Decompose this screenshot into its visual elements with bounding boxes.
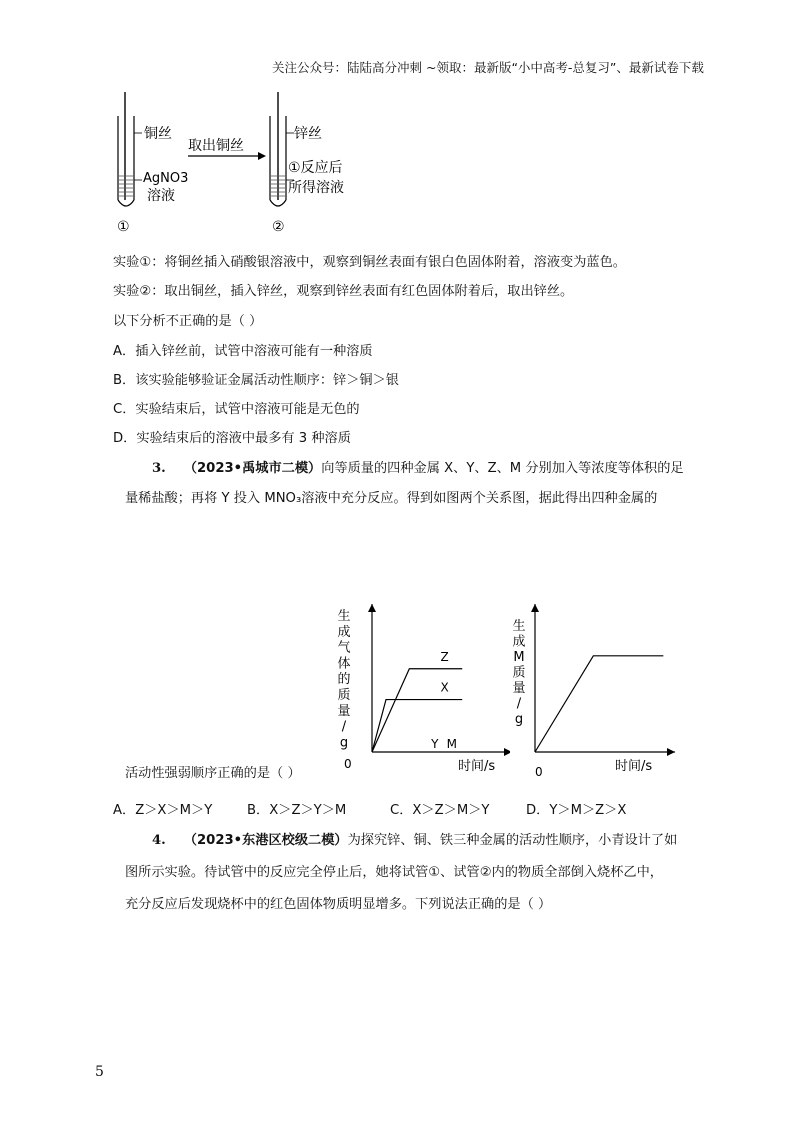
q4-number: 4.	[152, 833, 166, 848]
tube1-label-3: 溶液	[147, 188, 175, 204]
q3-line-2: 量稀盐酸；再将 Y 投入 MNO₃溶液中充分反应。得到如图两个关系图，据此得出四种金属的	[125, 491, 658, 506]
y-axis-label-char: /	[516, 696, 522, 712]
y-axis-label-char: 量	[512, 681, 526, 696]
q3-source: （2023•禹城市二模）	[183, 461, 322, 476]
y-axis-label-char: g	[339, 735, 349, 751]
series-label-y: Y	[431, 737, 439, 751]
series-label-m: M	[446, 737, 458, 751]
series-label-z: Z	[440, 649, 449, 664]
y-axis-label-char: 生	[337, 609, 351, 624]
test-tube-figure	[100, 88, 360, 238]
q2-option-d: D．实验结束后的溶液中最多有 3 种溶质	[113, 431, 351, 446]
y-axis-label-char: 成	[337, 624, 351, 640]
q4-stem-1: 为探究锌、铜、铁三种金属的活动性顺序，小青设计了如	[347, 833, 678, 848]
y-axis-label-char: 体	[337, 656, 351, 672]
page-number: 5	[95, 1064, 104, 1080]
tube2-label-3: 所得溶液	[288, 180, 344, 196]
q2-experiment-1: 实验①：将铜丝插入硝酸银溶液中，观察到铜丝表面有银白色固体附着，溶液变为蓝色。	[113, 255, 626, 270]
m-mass-chart	[505, 600, 685, 780]
tube1-label-1: 铜丝	[144, 126, 172, 142]
q2-option-a: A．插入锌丝前，试管中溶液可能有一种溶质	[113, 344, 373, 359]
tube1-label-2: AgNO3	[143, 171, 189, 186]
x-axis-arrow-icon	[667, 748, 675, 756]
y-axis-label-char: 气	[337, 640, 351, 656]
origin-label: 0	[344, 757, 352, 771]
y-axis-label-char: 的	[337, 672, 351, 688]
test-tube-1	[118, 92, 142, 206]
q2-stem: 以下分析不正确的是（ ）	[113, 314, 263, 329]
tube1-number: ①	[117, 219, 130, 235]
header-banner: 关注公众号：陆陆高分冲刺 ~领取：最新版“小中高考-总复习”、最新试卷下载	[272, 60, 704, 75]
y-axis-arrow-icon	[368, 604, 376, 612]
q2-option-b: B．该实验能够验证金属活动性顺序：锌＞铜＞银	[113, 373, 399, 388]
arrow-label: 取出铜丝	[188, 138, 244, 154]
series-line-m	[535, 656, 663, 752]
y-axis-label-char: 质	[337, 688, 351, 703]
tube2-number: ②	[272, 219, 285, 235]
q4-line-1	[152, 832, 677, 850]
origin-label: 0	[535, 765, 543, 779]
q4-line-2: 图所示实验。待试管中的反应完全停止后，她将试管①、试管②内的物质全部倒入烧杯乙中，	[125, 865, 663, 880]
q3-option-a: A．Z＞X＞M＞Y	[113, 803, 213, 818]
y-axis-label-char: M	[513, 650, 525, 665]
y-axis-label-char: /	[341, 719, 347, 735]
y-axis-label-char: 成	[512, 634, 526, 650]
q4-source: （2023•东港区校级二模）	[183, 833, 348, 848]
tube2-label-1: 锌丝	[294, 126, 322, 142]
y-axis-label-char: 量	[337, 703, 351, 719]
q4-line-3: 充分反应后发现烧杯中的红色固体物质明显增多。下列说法正确的是（ ）	[125, 897, 552, 912]
y-axis-label-char: 质	[512, 665, 526, 681]
q3-option-b: B．X＞Z＞Y＞M	[247, 803, 347, 818]
y-axis-arrow-icon	[531, 604, 539, 612]
x-axis-label: 时间/s	[458, 759, 496, 774]
q3-line-3: 活动性强弱顺序正确的是（ ）	[125, 766, 301, 781]
q3-option-d: D．Y＞M＞Z＞X	[526, 803, 627, 818]
x-axis-label: 时间/s	[615, 759, 653, 774]
q3-option-c: C．X＞Z＞M＞Y	[390, 803, 490, 818]
tube2-label-2: ①反应后	[288, 160, 343, 176]
y-axis-label-char: g	[514, 712, 524, 727]
q2-option-c: C．实验结束后，试管中溶液可能是无色的	[113, 402, 360, 417]
gas-mass-chart	[330, 600, 510, 780]
arrow-head-icon	[258, 152, 266, 160]
q3-stem-1: 向等质量的四种金属 X、Y、Z、M 分别加入等浓度等体积的足	[321, 461, 684, 476]
q2-experiment-2: 实验②：取出铜丝，插入锌丝，观察到锌丝表面有红色固体附着后，取出锌丝。	[113, 284, 574, 299]
q3-line-1	[152, 460, 684, 478]
series-label-x: X	[440, 680, 449, 695]
y-axis-label-char: 生	[512, 619, 526, 634]
q3-number: 3.	[152, 461, 166, 476]
